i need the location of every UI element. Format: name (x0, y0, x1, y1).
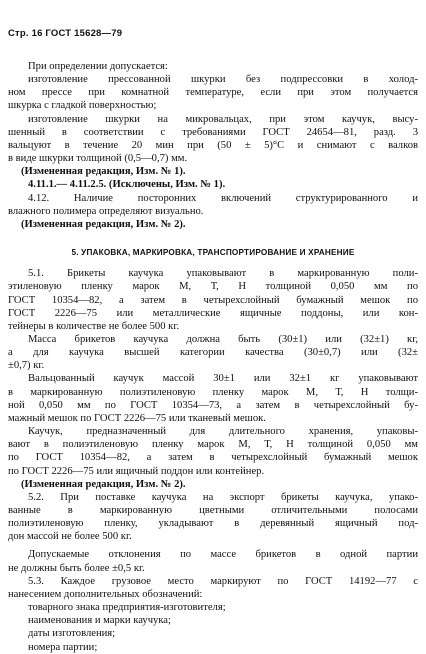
text-line: При определении допускается: (28, 61, 168, 72)
text-line: изготовление шкурки на микровальцах, при этом каучук, высу- (28, 113, 418, 125)
text-line: мажный мешок по ГОСТ 2226—75 или тканевый мешок. (8, 412, 266, 424)
page-header: Стр. 16 ГОСТ 15628—79 (8, 28, 123, 39)
text-line: Допускаемые отклонения по массе брикетов в одной партии (28, 549, 418, 561)
text-line: ГОСТ 2226—75 или металлические ящичные поддоны, или кон- (8, 307, 418, 319)
text-line: Масса брикетов каучука должна быть (30±1) или (32±1) кг, (28, 333, 418, 345)
text-line: ванные в маркированную цветными отличительными полосами (8, 505, 418, 516)
text-line: по ГОСТ 2226—75 или ящичный поддон или контейнер. (8, 465, 265, 477)
text-line: вальцуют в течение 20 мин при (50 ± 5)°С и снимают с валков (8, 139, 418, 151)
text-line: (Измененная редакция, Изм. № 1). (21, 166, 186, 178)
text-line: Вальцованный каучук массой 30±1 или 32±1 кг упаковывают (28, 373, 418, 385)
text-line: наименования и марки каучука; (28, 615, 171, 627)
section-heading: 5. УПАКОВКА, МАРКИРОВКА, ТРАНСПОРТИРОВАНИЕ И ХРАНЕНИЕ (71, 248, 355, 258)
text-line: шенный в соответствии с требованиями ГОСТ 24654—81, разд. 3 (8, 126, 418, 138)
text-line: вают в полиэтиленовую пленку марок М, Т, Н толщиной 0,050 мм (8, 439, 418, 451)
text-line: шкурка с гладкой поверхностью; (8, 100, 157, 112)
text-line: (Измененная редакция, Изм. № 2). (21, 478, 186, 490)
text-line: этиленовую пленку марок М, Т, Н толщиной 0,050 мм по (8, 281, 418, 293)
text-line: ной 0,050 мм по ГОСТ 10354—73, а затем в четырехслойный бу- (8, 399, 418, 411)
text-line: 4.11.1.— 4.11.2.5. (Исключены, Изм. № 1). (28, 179, 226, 191)
text-line: не должны быть более ±0,5 кг. (8, 562, 145, 574)
text-line: тейнеры в количестве не более 500 кг. (8, 320, 180, 332)
text-line: ном прессе при комнатной температуре, если при этом получается (8, 87, 418, 99)
text-line: изготовление прессованной шкурки без подпрессовки в холод- (28, 74, 418, 86)
document-body (8, 60, 418, 654)
text-line: 4.12. Наличие посторонних включений структурированного и (28, 192, 418, 204)
text-line: даты изготовления; (28, 628, 116, 640)
text-line: 5.3. Каждое грузовое место маркируют по ГОСТ 14192—77 с (28, 575, 418, 587)
text-line: (Измененная редакция, Изм. № 2). (21, 218, 186, 230)
text-line: 5.1. Брикеты каучука упаковывают в маркированную поли- (28, 268, 418, 280)
text-line: нанесением дополнительных обозначений: (8, 588, 203, 600)
text-line: а для каучука высшей категории качества (30±0,7) или (32± (8, 347, 418, 359)
text-line: полиэтиленовую пленку, укладывают в деревянный ящичный под- (8, 518, 418, 530)
text-line: в маркированную полиэтиленовую пленку марок М, Т, Н толщи- (8, 386, 418, 398)
text-line: номера партии; (28, 641, 98, 653)
text-line: Каучук, предназначенный для длительного хранения, упаковы- (28, 426, 418, 438)
text-line: в виде шкурки толщиной (0,5—0,7) мм. (8, 153, 188, 165)
text-line: товарного знака предприятия-изготовителя; (28, 602, 226, 614)
text-line: ГОСТ 10354—82, а затем в четырехслойный бумажный мешок по (8, 294, 418, 306)
text-line: влажного полимера определяют визуально. (8, 205, 204, 217)
text-line: по ГОСТ 10354—82, а затем в четырехслойный бумажный мешок (8, 452, 418, 464)
text-line: 5.2. При поставке каучука на экспорт брикеты каучука, упако- (28, 491, 418, 503)
text-line: ±0,7) кг. (8, 360, 45, 372)
text-line: дон массой не более 500 кг. (8, 531, 132, 543)
